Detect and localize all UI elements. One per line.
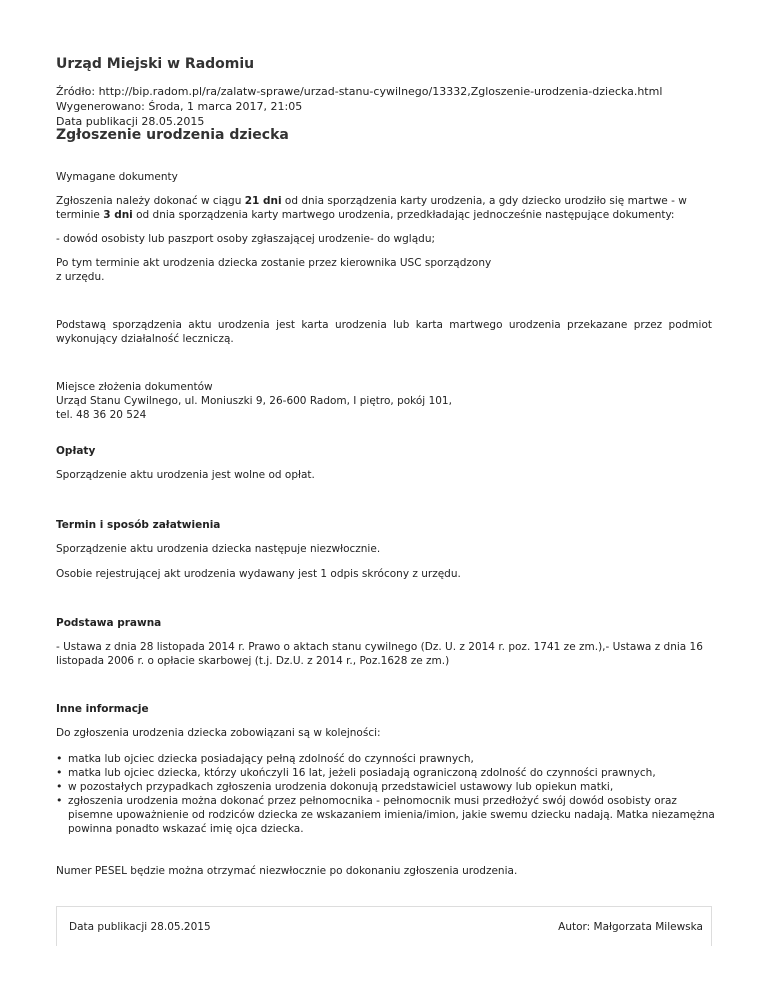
fees-heading: Opłaty xyxy=(56,445,96,457)
document-meta xyxy=(56,84,662,129)
publication-date: Data publikacji 28.05.2015 xyxy=(56,115,205,128)
after-term-line-2: z urzędu. xyxy=(56,271,105,283)
other-intro: Do zgłoszenia urodzenia dziecka zobowiązani są w kolejności: xyxy=(56,727,381,739)
intro-paragraph xyxy=(56,194,712,222)
footer-author: Autor: Małgorzata Milewska xyxy=(558,921,703,933)
id-document-line: - dowód osobisty lub paszport osoby zgłaszającej urodzenie- do wglądu; xyxy=(56,233,436,245)
other-heading: Inne informacje xyxy=(56,703,149,715)
intro-text-3: od dnia sporządzenia karty martwego urodzenia, przedkładając jednocześnie następujące dokumenty: xyxy=(132,209,675,221)
list-item: • zgłoszenia urodzenia można dokonać przez pełnomocnika - pełnomocnik musi przedłożyć swój dowód osobisty oraz pisemne upoważnienie od rodziców dziecka ze wskazaniem imienia/imion, jakie swemu dziecku nadają. Matka niezamężna powinna ponadto wskazać imię ojca dziecka. xyxy=(68,794,724,836)
basis-paragraph: Podstawą sporządzenia aktu urodzenia jest karta urodzenia lub karta martwego urodzenia przekazane przez podmiot wykonujący działalność leczniczą. xyxy=(56,319,712,345)
term-text-2: Osobie rejestrującej akt urodzenia wydawany jest 1 odpis skrócony z urzędu. xyxy=(56,568,461,580)
required-docs-label: Wymagane dokumenty xyxy=(56,171,178,183)
place-phone: tel. 48 36 20 524 xyxy=(56,409,147,421)
org-title: Urząd Miejski w Radomiu xyxy=(56,56,255,72)
term-text-1: Sporządzenie aktu urodzenia dziecka następuje niezwłocznie. xyxy=(56,543,381,555)
obligated-persons-list xyxy=(56,752,724,836)
list-item: • matka lub ojciec dziecka posiadający pełną zdolność do czynności prawnych, xyxy=(68,752,724,766)
deadline-3-days: 3 dni xyxy=(103,209,133,221)
list-item: • w pozostałych przypadkach zgłoszenia urodzenia dokonują przedstawiciel ustawowy lub opiekun matki, xyxy=(68,780,724,794)
document-title: Zgłoszenie urodzenia dziecka xyxy=(56,127,289,143)
source-url: Źródło: http://bip.radom.pl/ra/zalatw-sprawe/urzad-stanu-cywilnego/13332,Zgloszenie-urodzenia-dziecka.html xyxy=(56,85,663,98)
place-address: Urząd Stanu Cywilnego, ul. Moniuszki 9, 26-600 Radom, I piętro, pokój 101, xyxy=(56,395,452,407)
pesel-info: Numer PESEL będzie można otrzymać niezwłocznie po dokonaniu zgłoszenia urodzenia. xyxy=(56,865,518,877)
term-heading: Termin i sposób załatwienia xyxy=(56,519,221,531)
legal-text: - Ustawa z dnia 28 listopada 2014 r. Prawo o aktach stanu cywilnego (Dz. U. z 2014 r. poz. 1741 ze zm.),- Ustawa z dnia 16 listopada 2006 r. o opłacie skarbowej (t.j. Dz.U. z 2014 r., Poz.1628 ze zm.) xyxy=(56,641,703,667)
place-label: Miejsce złożenia dokumentów xyxy=(56,381,213,393)
footer-publication-date: Data publikacji 28.05.2015 xyxy=(69,921,211,933)
intro-text-2: od dnia sporządzenia karty urodzenia, a gdy dziecko urodziło się martwe - w terminie xyxy=(56,195,687,221)
fees-text: Sporządzenie aktu urodzenia jest wolne od opłat. xyxy=(56,469,315,481)
legal-heading: Podstawa prawna xyxy=(56,617,162,629)
after-term-line-1: Po tym terminie akt urodzenia dziecka zostanie przez kierownika USC sporządzony xyxy=(56,257,492,269)
list-item: • matka lub ojciec dziecka, którzy ukończyli 16 lat, jeżeli posiadają ograniczoną zdolność do czynności prawnych, xyxy=(68,766,724,780)
intro-text-1: Zgłoszenia należy dokonać w ciągu xyxy=(56,195,245,207)
deadline-21-days: 21 dni xyxy=(244,195,282,207)
generated-date: Wygenerowano: Środa, 1 marca 2017, 21:05 xyxy=(56,100,303,113)
document-footer xyxy=(56,906,712,946)
